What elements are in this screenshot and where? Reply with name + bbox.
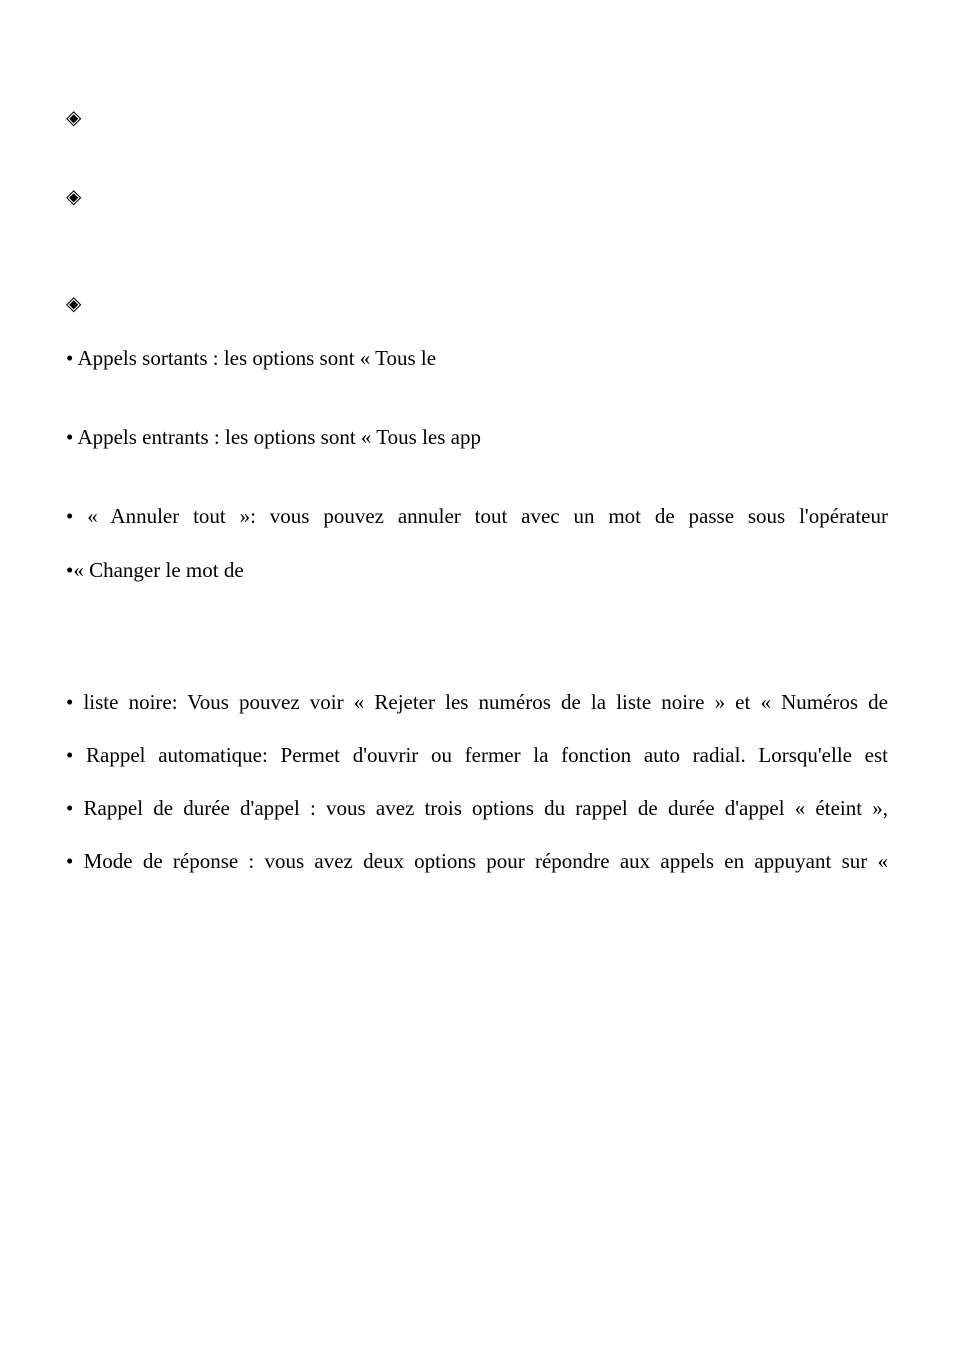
text-line-outgoing-calls: • Appels sortants : les options sont « Tous le (66, 346, 437, 370)
text-line-call-duration-reminder: • Rappel de durée d'appel : vous avez trois options du rappel de durée d'appel « éteint », (66, 796, 888, 820)
diamond-bullet-icon: ◈ (66, 184, 82, 208)
diamond-bullet-icon: ◈ (66, 105, 82, 129)
text-line-answer-mode: • Mode de réponse : vous avez deux options pour répondre aux appels en appuyant sur « (66, 849, 888, 873)
text-line-change-password: •« Changer le mot de (66, 558, 244, 582)
text-line-cancel-all: • « Annuler tout »: vous pouvez annuler tout avec un mot de passe sous l'opérateur (66, 504, 888, 528)
text-line-blacklist: • liste noire: Vous pouvez voir « Rejeter les numéros de la liste noire » et « Numéros de (66, 690, 888, 714)
diamond-bullet-icon: ◈ (66, 291, 82, 315)
text-line-incoming-calls: • Appels entrants : les options sont « Tous les app (66, 425, 481, 449)
text-line-auto-redial: • Rappel automatique: Permet d'ouvrir ou fermer la fonction auto radial. Lorsqu'elle est (66, 743, 888, 767)
